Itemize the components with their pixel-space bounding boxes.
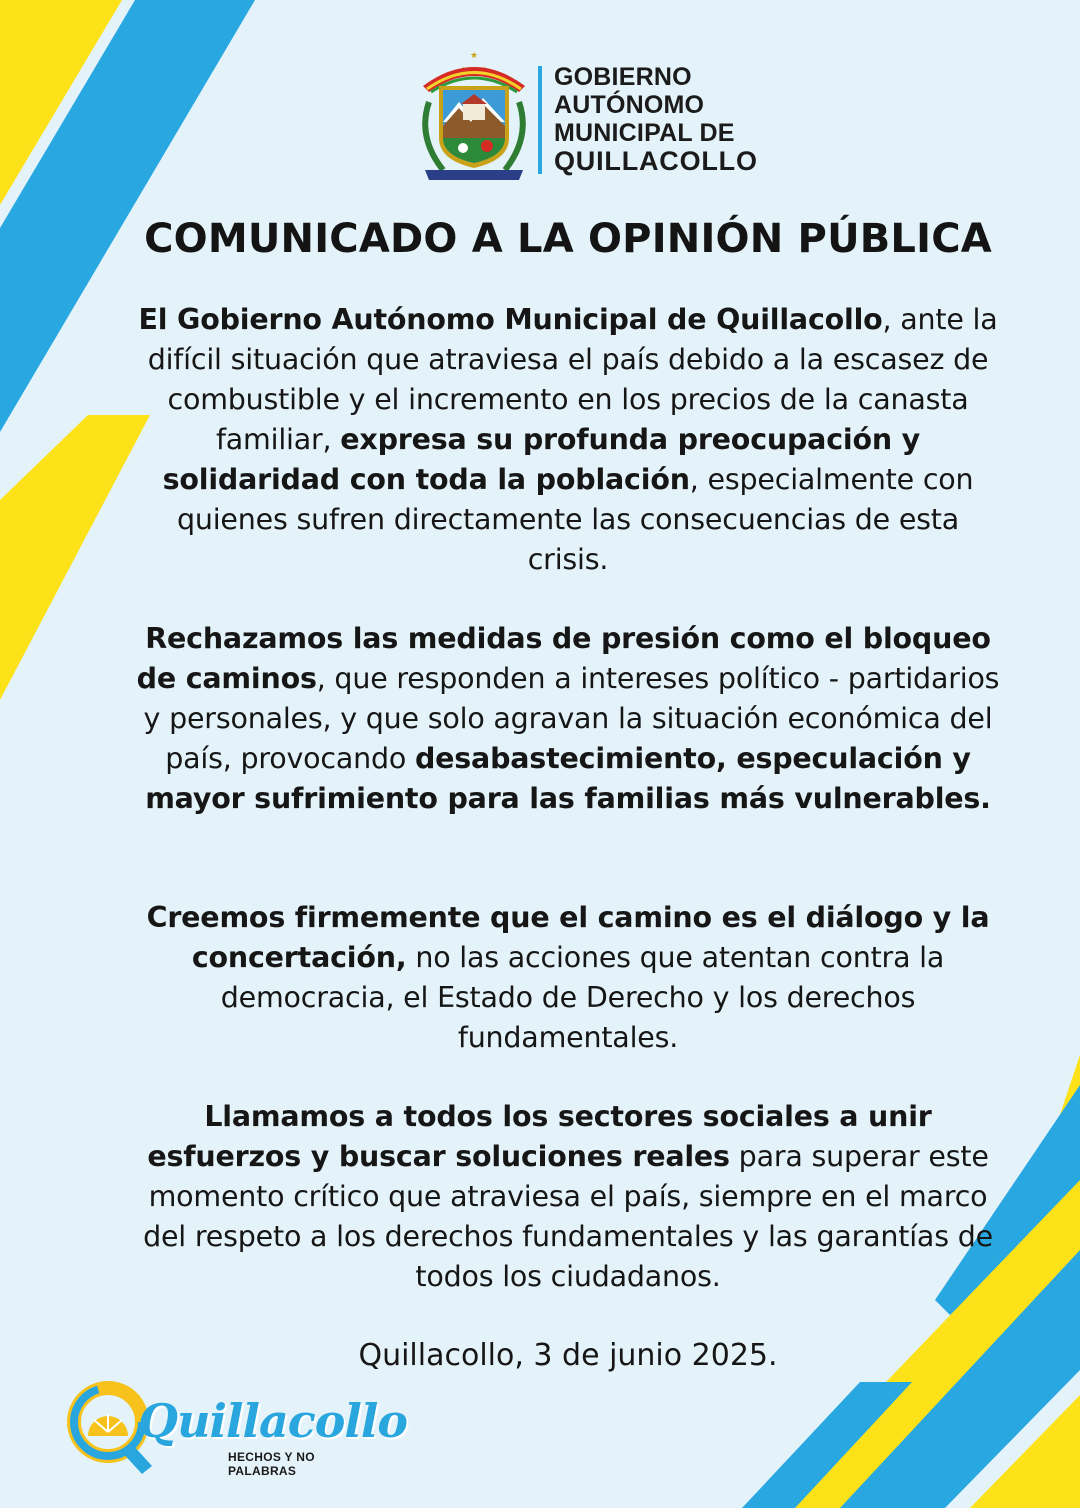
municipal-coat-of-arms-icon (415, 42, 533, 184)
brand-logo (62, 1376, 408, 1486)
org-name-line-2: AUTÓNOMO (554, 91, 705, 119)
brand-wordmark: Quillacollo (138, 1394, 408, 1448)
paragraph-2-bold-2: desabastecimiento, especulación y mayor sufrimiento para las familias más vulnerables. (145, 742, 991, 815)
org-name-line-4: QUILLACOLLO (554, 146, 758, 176)
paragraph-1-bold-2: expresa su profunda preocupación y solidaridad con toda la población (162, 423, 921, 496)
paragraph-2 (134, 619, 1002, 819)
paragraph-2-text-1: , que responden a intereses político - partidarios y personales, y que solo agravan la situación económica del país, provocando (143, 662, 1000, 775)
paragraph-1 (134, 300, 1002, 580)
paragraph-3 (134, 898, 1002, 1058)
paragraph-4-text-1: para superar este momento crítico que atraviesa el país, siempre en el marco del respeto a los derechos fundamentales y las garantías de todos los ciudadanos. (143, 1140, 993, 1293)
org-name-line-3: MUNICIPAL DE (554, 119, 735, 147)
paragraph-4 (134, 1097, 1002, 1297)
svg-text:★: ★ (469, 51, 479, 61)
paragraph-1-text-2: , especialmente con quienes sufren directamente las consecuencias de esta crisis. (176, 463, 974, 576)
dateline: Quillacollo, 3 de junio 2025. (358, 1338, 778, 1373)
paragraph-1-text-1: , ante la difícil situación que atraviesa el país debido a la escasez de combustible y el incremento en los precios de la canasta familiar, (147, 303, 998, 456)
paragraph-1-bold-1: El Gobierno Autónomo Municipal de Quillacollo (138, 303, 883, 336)
paragraph-4-bold-1: Llamamos a todos los sectores sociales a unir esfuerzos y buscar soluciones reales (147, 1100, 932, 1173)
paragraph-3-text-1: no las acciones que atentan contra la democracia, el Estado de Derecho y los derechos fundamentales. (220, 941, 945, 1054)
paragraph-2-bold-1: Rechazamos las medidas de presión como el bloqueo de caminos (136, 622, 991, 695)
header-divider (538, 66, 542, 174)
stripe-yellow-mid-left (0, 415, 150, 700)
brand-tagline: HECHOS Y NO PALABRAS (228, 1450, 315, 1478)
paragraph-3-bold-1: Creemos firmemente que el camino es el diálogo y la concertación, (146, 901, 990, 974)
org-name-line-1: GOBIERNO (554, 63, 692, 91)
page-title: COMUNICADO A LA OPINIÓN PÚBLICA (144, 216, 992, 262)
organization-name (554, 63, 758, 175)
